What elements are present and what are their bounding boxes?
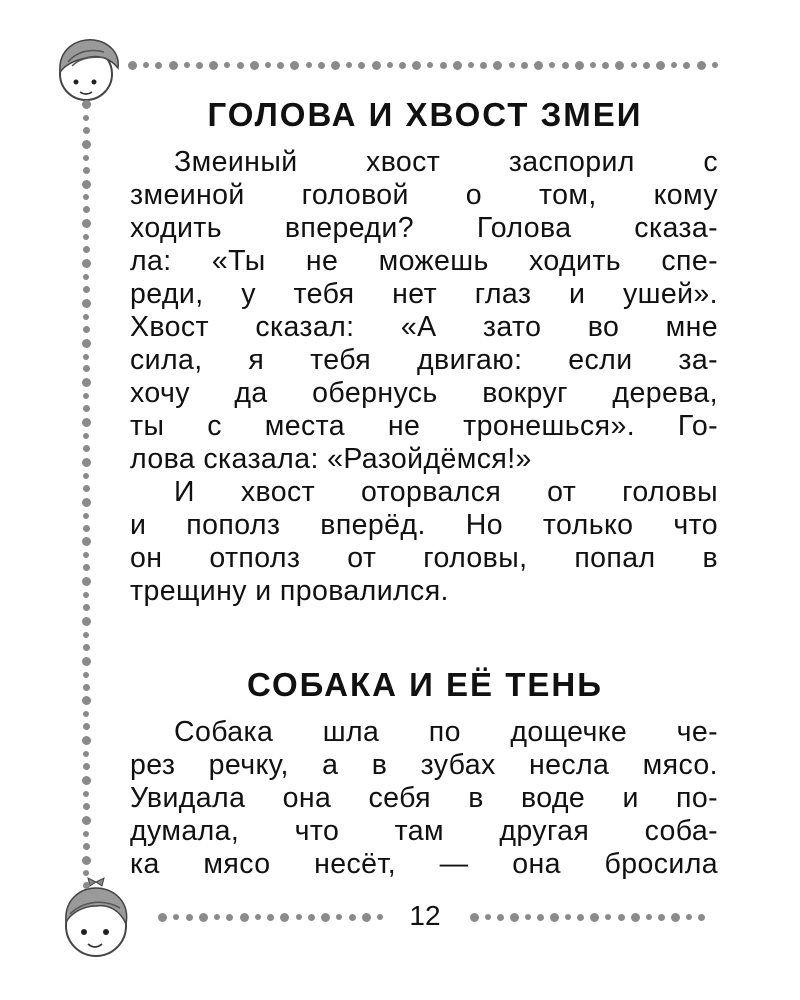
decorative-dot <box>83 127 90 134</box>
decorative-dot <box>602 62 609 69</box>
decorative-dot <box>83 791 89 797</box>
story-title: СОБАКА И ЕЁ ТЕНЬ <box>247 666 603 703</box>
decorative-dot <box>331 61 340 70</box>
decorative-dot <box>318 62 325 69</box>
decorative-dot <box>83 751 89 757</box>
decorative-dot <box>83 274 89 280</box>
decorative-dot <box>510 913 519 922</box>
text-line: Собака шла по дощечке че- <box>174 716 718 748</box>
text-line: Змеиный хвост заспорил с <box>174 146 718 178</box>
decorative-dot <box>534 61 543 70</box>
decorative-dot <box>550 913 559 922</box>
decorative-dot <box>82 219 91 228</box>
decorative-dot <box>362 913 371 922</box>
decorative-dot <box>686 914 692 920</box>
decorative-dot <box>83 592 89 598</box>
decorative-dot <box>646 914 652 920</box>
decorative-dot <box>615 61 624 70</box>
decorative-dot <box>349 914 356 921</box>
decorative-dot <box>83 445 90 452</box>
decorative-dot <box>82 696 91 705</box>
decorative-dot <box>82 657 91 666</box>
decorative-dot <box>377 914 383 920</box>
decorative-dot <box>358 62 365 69</box>
text-line: ка мясо несёт, — она бросила <box>130 848 718 880</box>
decorative-dot <box>82 736 91 745</box>
decorative-dot <box>336 914 342 920</box>
decorative-dot <box>83 354 89 360</box>
decorative-dot <box>83 672 89 678</box>
decorative-dot <box>590 913 599 922</box>
decorative-dot <box>83 473 89 479</box>
decorative-dot <box>643 62 650 69</box>
decorative-dot <box>82 776 91 785</box>
text-line: хочу да обернусь вокруг дерева, <box>130 377 718 409</box>
decorative-dot <box>83 831 89 837</box>
decorative-dot <box>83 803 90 810</box>
decorative-dot <box>440 62 447 69</box>
text-line: он отполз от головы, попал в <box>130 542 718 574</box>
decorative-dot <box>387 62 393 68</box>
decorative-dot <box>399 62 406 69</box>
decorative-dot <box>214 914 220 920</box>
text-line: ла: «Ты не можешь ходить спе- <box>130 245 718 277</box>
decorative-dot <box>83 405 90 412</box>
decorative-dot <box>158 913 167 922</box>
decorative-dot <box>83 365 90 372</box>
decorative-dot <box>237 62 244 69</box>
decorative-dot <box>698 914 705 921</box>
decorative-dot <box>575 61 584 70</box>
dotted-border-bottom-left <box>158 910 383 924</box>
dotted-border-left <box>78 100 94 890</box>
text-line: Хвост сказал: «А зато во мне <box>130 311 718 343</box>
decorative-dot <box>83 115 89 121</box>
decorative-dot <box>83 711 89 717</box>
girl-head-illustration <box>46 876 142 966</box>
decorative-dot <box>83 552 89 558</box>
decorative-dot <box>521 62 528 69</box>
decorative-dot <box>658 914 665 921</box>
text-line: трещину и провалился. <box>130 575 449 607</box>
decorative-dot <box>83 843 90 850</box>
dotted-border-top <box>128 58 718 72</box>
decorative-dot <box>683 62 690 69</box>
decorative-dot <box>82 617 91 626</box>
decorative-dot <box>83 644 90 651</box>
decorative-dot <box>267 914 274 921</box>
decorative-dot <box>277 62 284 69</box>
decorative-dot <box>83 684 90 691</box>
decorative-dot <box>565 914 571 920</box>
decorative-dot <box>82 498 91 507</box>
text-line: и пополз вперёд. Но только что <box>130 509 718 541</box>
dotted-border-bottom-right <box>470 910 705 924</box>
text-line: сила, я тебя двигаю: если за- <box>130 344 718 376</box>
decorative-dot <box>199 913 208 922</box>
decorative-dot <box>83 433 89 439</box>
decorative-dot <box>83 513 89 519</box>
decorative-dot <box>83 564 90 571</box>
decorative-dot <box>224 62 230 68</box>
decorative-dot <box>169 61 178 70</box>
decorative-dot <box>306 62 312 68</box>
decorative-dot <box>82 378 91 387</box>
decorative-dot <box>240 913 249 922</box>
decorative-dot <box>83 194 89 200</box>
decorative-dot <box>255 914 261 920</box>
decorative-dot <box>186 914 193 921</box>
decorative-dot <box>493 61 502 70</box>
decorative-dot <box>82 339 91 348</box>
decorative-dot <box>656 61 665 70</box>
decorative-dot <box>497 914 504 921</box>
decorative-dot <box>209 61 218 70</box>
decorative-dot <box>83 485 90 492</box>
text-line: лова сказала: «Разойдёмся!» <box>130 443 532 475</box>
decorative-dot <box>83 206 90 213</box>
decorative-dot <box>82 180 91 189</box>
text-line: реди, у тебя нет глаз и ушей». <box>130 278 718 310</box>
decorative-dot <box>83 234 89 240</box>
decorative-dot <box>83 763 90 770</box>
decorative-dot <box>83 326 90 333</box>
decorative-dot <box>618 914 625 921</box>
decorative-dot <box>480 62 487 69</box>
story-text <box>130 716 718 881</box>
decorative-dot <box>290 61 299 70</box>
text-line: ходить впереди? Голова сказа- <box>130 212 718 244</box>
decorative-dot <box>82 418 91 427</box>
decorative-dot <box>525 914 531 920</box>
text-line: Увидала она себя в воде и по- <box>130 782 718 814</box>
text-line: думала, что там другая соба- <box>130 815 718 847</box>
story-title: ГОЛОВА И ХВОСТ ЗМЕИ <box>207 96 643 133</box>
decorative-dot <box>537 914 544 921</box>
decorative-dot <box>427 62 433 68</box>
decorative-dot <box>372 61 381 70</box>
decorative-dot <box>83 723 90 730</box>
text-line: ты с места не тронешься». Го- <box>130 410 718 442</box>
decorative-dot <box>671 913 680 922</box>
page-number: 12 <box>409 900 441 931</box>
decorative-dot <box>83 314 89 320</box>
decorative-dot <box>83 882 90 889</box>
decorative-dot <box>82 458 91 467</box>
decorative-dot <box>577 914 584 921</box>
text-line: рез речку, а в зубах несла мясо. <box>130 749 718 781</box>
decorative-dot <box>83 246 90 253</box>
girl-head-illustration <box>46 32 128 108</box>
decorative-dot <box>83 604 90 611</box>
decorative-dot <box>82 259 91 268</box>
decorative-dot <box>412 61 421 70</box>
decorative-dot <box>128 61 137 70</box>
decorative-dot <box>321 913 330 922</box>
decorative-dot <box>308 914 315 921</box>
decorative-dot <box>82 140 91 149</box>
decorative-dot <box>82 816 91 825</box>
decorative-dot <box>83 167 90 174</box>
decorative-dot <box>83 870 89 876</box>
decorative-dot <box>605 914 611 920</box>
decorative-dot <box>265 62 271 68</box>
decorative-dot <box>82 537 91 546</box>
decorative-dot <box>82 299 91 308</box>
decorative-dot <box>470 913 479 922</box>
decorative-dot <box>453 61 462 70</box>
decorative-dot <box>83 632 89 638</box>
decorative-dot <box>712 62 718 68</box>
decorative-dot <box>143 62 149 68</box>
decorative-dot <box>562 62 569 69</box>
decorative-dot <box>155 62 162 69</box>
decorative-dot <box>631 62 637 68</box>
decorative-dot <box>82 856 91 865</box>
decorative-dot <box>631 913 640 922</box>
decorative-dot <box>83 393 89 399</box>
decorative-dot <box>509 62 515 68</box>
decorative-dot <box>173 914 179 920</box>
decorative-dot <box>485 914 491 920</box>
decorative-dot <box>549 62 555 68</box>
decorative-dot <box>184 62 190 68</box>
decorative-dot <box>82 577 91 586</box>
decorative-dot <box>468 62 474 68</box>
text-line: И хвост оторвался от головы <box>174 476 718 508</box>
text-line: змеиной головой о том, кому <box>130 179 718 211</box>
decorative-dot <box>280 913 289 922</box>
decorative-dot <box>226 914 233 921</box>
decorative-dot <box>83 525 90 532</box>
decorative-dot <box>590 62 596 68</box>
decorative-dot <box>83 155 89 161</box>
decorative-dot <box>671 62 677 68</box>
decorative-dot <box>250 61 259 70</box>
decorative-dot <box>697 61 706 70</box>
decorative-dot <box>82 100 91 109</box>
decorative-dot <box>196 62 203 69</box>
decorative-dot <box>296 914 302 920</box>
decorative-dot <box>346 62 352 68</box>
story-text <box>130 146 718 608</box>
decorative-dot <box>83 286 90 293</box>
